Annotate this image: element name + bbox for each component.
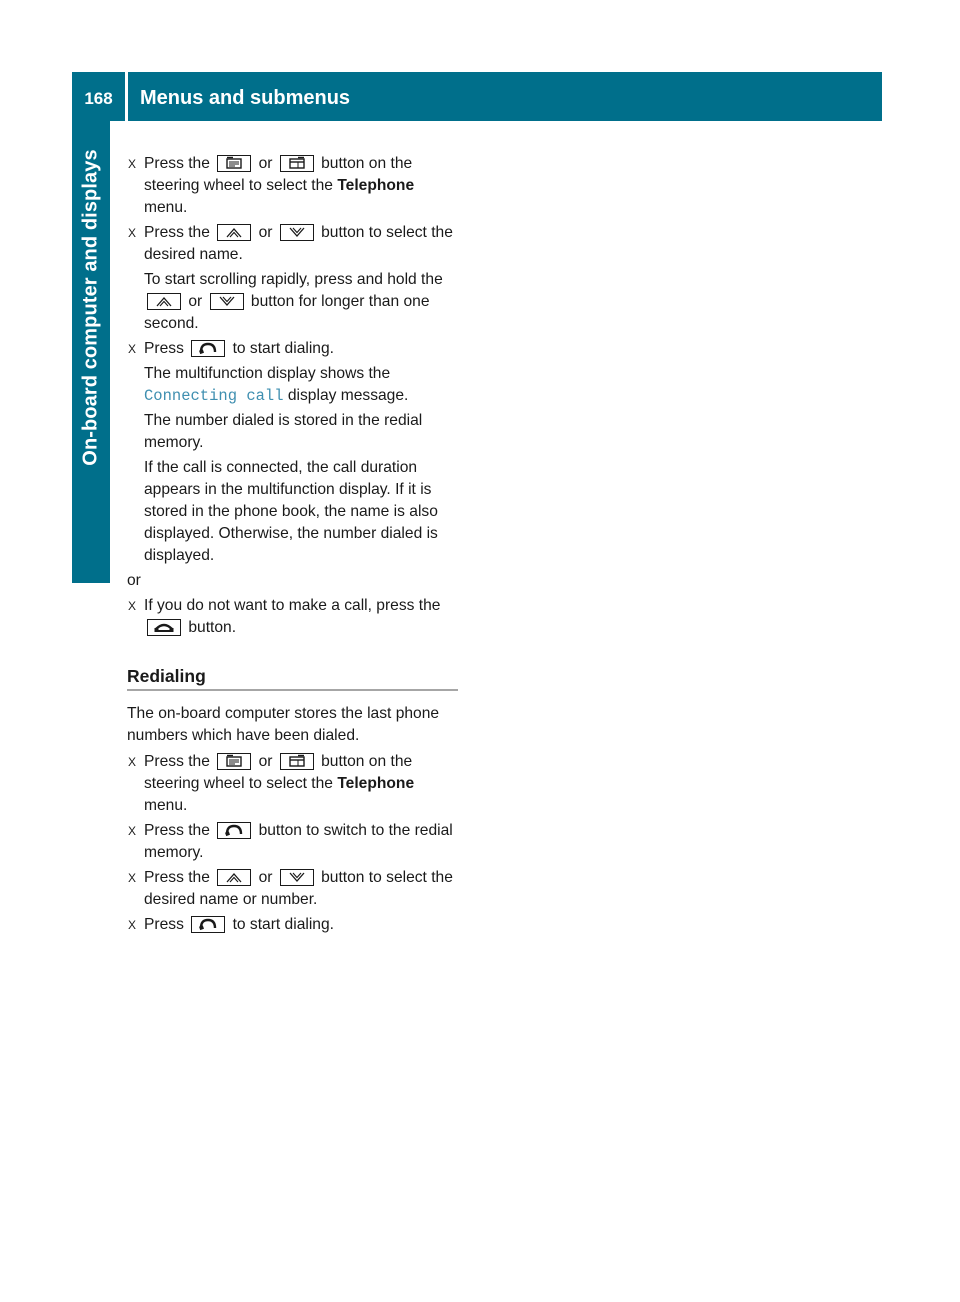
step-text: button. [188,619,237,636]
step-arrow-icon: X [128,824,137,838]
note-text: display message. [287,387,409,404]
chapter-tab-label: On-board computer and displays [79,148,102,466]
menu-forward-button-icon [280,155,314,172]
step-text: Press [144,340,184,357]
step-arrow-icon: X [128,871,137,885]
menu-back-button-icon [217,155,251,172]
step-text: to start dialing. [232,340,334,357]
step-text: button on the steering wheel to select the [144,155,413,194]
up-arrow-button-icon [147,293,181,310]
phone-call-button-icon [217,822,251,839]
instruction-step [127,914,458,936]
up-arrow-button-icon [217,224,251,241]
up-arrow-button-icon [217,869,251,886]
instruction-step [127,338,458,360]
step-text: button to select the desired name or number. [144,869,453,908]
step-arrow-icon: X [128,755,137,769]
down-arrow-button-icon [280,224,314,241]
instruction-step [127,820,458,864]
instruction-step [127,222,458,266]
note-text: To start scrolling rapidly, press and hold the [144,271,443,288]
page-title: Menus and submenus [140,87,351,109]
step-text: button to select the desired name. [144,224,453,263]
step-text: menu. [144,797,188,814]
down-arrow-button-icon [280,869,314,886]
step-text: Press the [144,155,210,172]
step-text: menu. [144,199,188,216]
step-arrow-icon: X [128,226,137,240]
step-arrow-icon: X [128,918,137,932]
instruction-step [127,153,458,219]
menu-forward-button-icon [280,753,314,770]
or-separator: or [127,572,141,589]
phone-end-button-icon [147,619,181,636]
page-number: 168 [84,88,113,108]
instruction-note [127,269,458,335]
phone-call-button-icon [191,340,225,357]
step-text: Press the [144,753,210,770]
chapter-tab-label-wrap [72,121,110,493]
down-arrow-button-icon [210,293,244,310]
step-text: or [258,869,273,886]
note-text: button for longer than one second. [144,293,430,332]
step-arrow-icon: X [128,342,137,356]
section-intro: The on-board computer stores the last phone numbers which have been dialed. [127,705,440,744]
step-text: or [258,753,273,770]
chapter-tab [72,121,110,583]
menu-name: Telephone [337,775,415,792]
menu-back-button-icon [217,753,251,770]
step-text: Press the [144,224,210,241]
page-header [72,72,882,121]
page-content [127,153,458,939]
menu-name: Telephone [337,177,415,194]
step-text: If you do not want to make a call, press the [144,597,441,614]
display-message: Connecting call [144,387,284,405]
note-text: The multifunction display shows the [144,365,391,382]
step-arrow-icon: X [128,157,137,171]
header-divider [125,72,128,121]
step-text: button on the steering wheel to select the [144,753,413,792]
instruction-note: The number dialed is stored in the redial memory. [144,412,423,451]
step-text: button to switch to the redial memory. [144,822,453,861]
step-text: Press [144,916,184,933]
instruction-step [127,751,458,817]
note-text: or [188,293,203,310]
instruction-step [127,595,458,639]
step-arrow-icon: X [128,599,137,613]
step-text: to start dialing. [232,916,334,933]
section-title: Redialing [127,665,458,691]
step-text: Press the [144,869,210,886]
instruction-step [127,867,458,911]
step-text: Press the [144,822,210,839]
step-text: or [258,155,273,172]
phone-call-button-icon [191,916,225,933]
instruction-note: If the call is connected, the call duration appears in the multifunction display. If it is stored in the phone book, the name is also displayed. Otherwise, the number dialed is displayed. [144,459,438,564]
instruction-note [127,363,458,407]
step-text: or [258,224,273,241]
